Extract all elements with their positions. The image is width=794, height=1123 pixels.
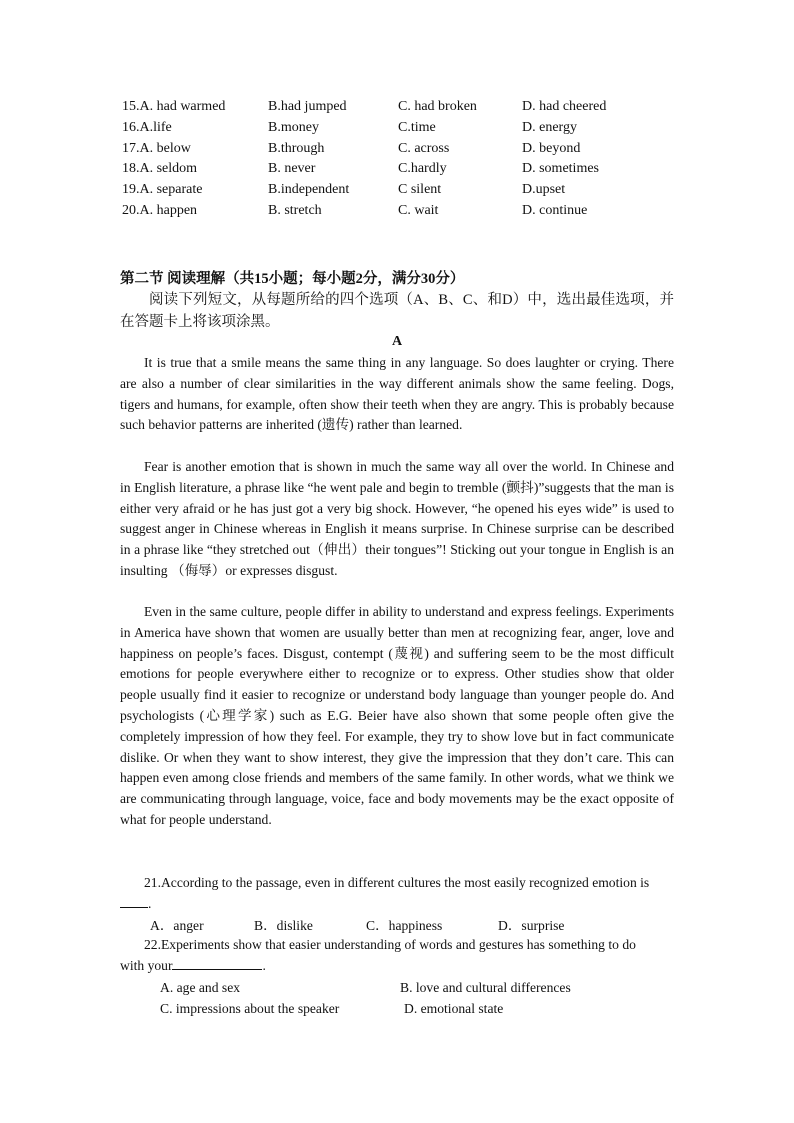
section-instructions: 阅读下列短文，从每题所给的四个选项（A、B、C、和D）中，选出最佳选项，并在答题卡上将该项涂黑。	[120, 292, 674, 330]
option-b: B. stretch	[268, 202, 322, 218]
option-c: C. had broken	[398, 99, 477, 114]
option-d: D. sometimes	[522, 161, 599, 177]
stem-end: .	[148, 895, 152, 911]
passage-title: A	[391, 334, 403, 349]
option-b: B.independent	[268, 182, 350, 198]
answer-blank	[120, 894, 148, 908]
choice-d[interactable]: D．surprise	[498, 918, 565, 933]
question-22-choices-row-2	[160, 998, 640, 1019]
option-c: C.hardly	[398, 161, 447, 177]
choice-c[interactable]: C. impressions about the speaker	[160, 1001, 340, 1016]
question-stem-text: 22.Experiments show that easier understanding of words and gestures has something to do with your	[120, 937, 636, 973]
question-22-choices-row-1	[160, 977, 640, 998]
option-b: B.money	[268, 119, 319, 135]
answer-blank	[172, 956, 262, 970]
question-21-choices	[150, 915, 600, 936]
option-a: 17.A. below	[122, 140, 191, 156]
choice-a[interactable]: A. age and sex	[160, 980, 241, 995]
option-row	[122, 118, 632, 139]
option-row	[122, 139, 632, 160]
choice-b[interactable]: B．dislike	[254, 918, 313, 933]
option-row	[122, 180, 632, 201]
question-22-stem	[120, 935, 640, 977]
option-a: 18.A. seldom	[122, 161, 198, 177]
option-a: 20.A. happen	[122, 202, 198, 218]
option-a: 19.A. separate	[122, 182, 203, 198]
option-c: C. across	[398, 140, 450, 156]
option-d: D. had cheered	[522, 99, 607, 114]
option-row	[122, 201, 632, 222]
passage-paragraph-3: Even in the same culture, people differ in ability to understand and express feelings. Experiments in America have shown that women are usually better than men at recognizing fear, anger, love and happiness on people’s faces. Disgust, contempt (蔑视) and suffering seem to be the most difficult emotions for people everywhere either to recognize or to express. Other studies show that older people usually find it easier to recognize or understand body language than younger people do. And psychologists (心理学家) such as E.G. Beier have also shown that some people often give the completely impression of how they feel. For example, they try to show love but in fact communicate dislike. Or when they want to show interest, they give the impression that they don’t care. This can happen even among close friends and members of the same family. In other words, what we think we are communicating through language, voice, face and body movements may be the exact opposite of what for people understand.	[120, 604, 674, 827]
option-b: B. never	[268, 161, 316, 177]
stem-end: .	[262, 957, 266, 973]
question-stem-text: 21.According to the passage, even in different cultures the most easily recognized emotion is	[144, 875, 650, 890]
option-row	[122, 97, 632, 118]
choice-b[interactable]: B. love and cultural differences	[400, 980, 571, 995]
option-d: D.upset	[522, 182, 566, 198]
choice-a[interactable]: A．anger	[150, 918, 204, 933]
option-c: C. wait	[398, 202, 439, 218]
option-b: B.through	[268, 140, 325, 156]
option-c: C silent	[398, 182, 442, 198]
question-21-stem	[120, 873, 674, 915]
choice-c[interactable]: C．happiness	[366, 918, 443, 933]
passage-paragraph-1: It is true that a smile means the same thing in any language. So does laughter or crying. There are also a number of clear similarities in the way different animals show the same feeling. Dogs, tigers and humans, for example, often show their teeth when they are angry. This is probably because such behavior patterns are inherited (遗传) rather than learned.	[120, 355, 674, 433]
section-title: 第二节 阅读理解（共15小题；每小题2分，满分30分）	[120, 271, 465, 287]
option-a: 15.A. had warmed	[122, 99, 226, 114]
option-d: D. beyond	[522, 140, 581, 156]
option-row	[122, 159, 632, 180]
choice-d[interactable]: D. emotional state	[404, 1001, 504, 1016]
option-c: C.time	[398, 119, 436, 135]
option-d: D. energy	[522, 119, 577, 135]
option-b: B.had jumped	[268, 99, 347, 114]
passage-paragraph-2: Fear is another emotion that is shown in much the same way all over the world. In Chinese and in English literature, a phrase like “he went pale and begin to tremble (颤抖)”suggests that the man is either very afraid or he has just got a very big shock. However, “he opened his eyes wide” is used to suggest anger in Chinese whereas in English it means surprise. In Chinese surprise can be described in a phrase like “they stretched out（伸出）their tongues”! Sticking out your tongue in English is an insulting （侮辱）or expresses disgust.	[120, 459, 674, 578]
option-d: D. continue	[522, 202, 588, 218]
option-a: 16.A.life	[122, 119, 172, 135]
cloze-options-table	[122, 97, 632, 222]
